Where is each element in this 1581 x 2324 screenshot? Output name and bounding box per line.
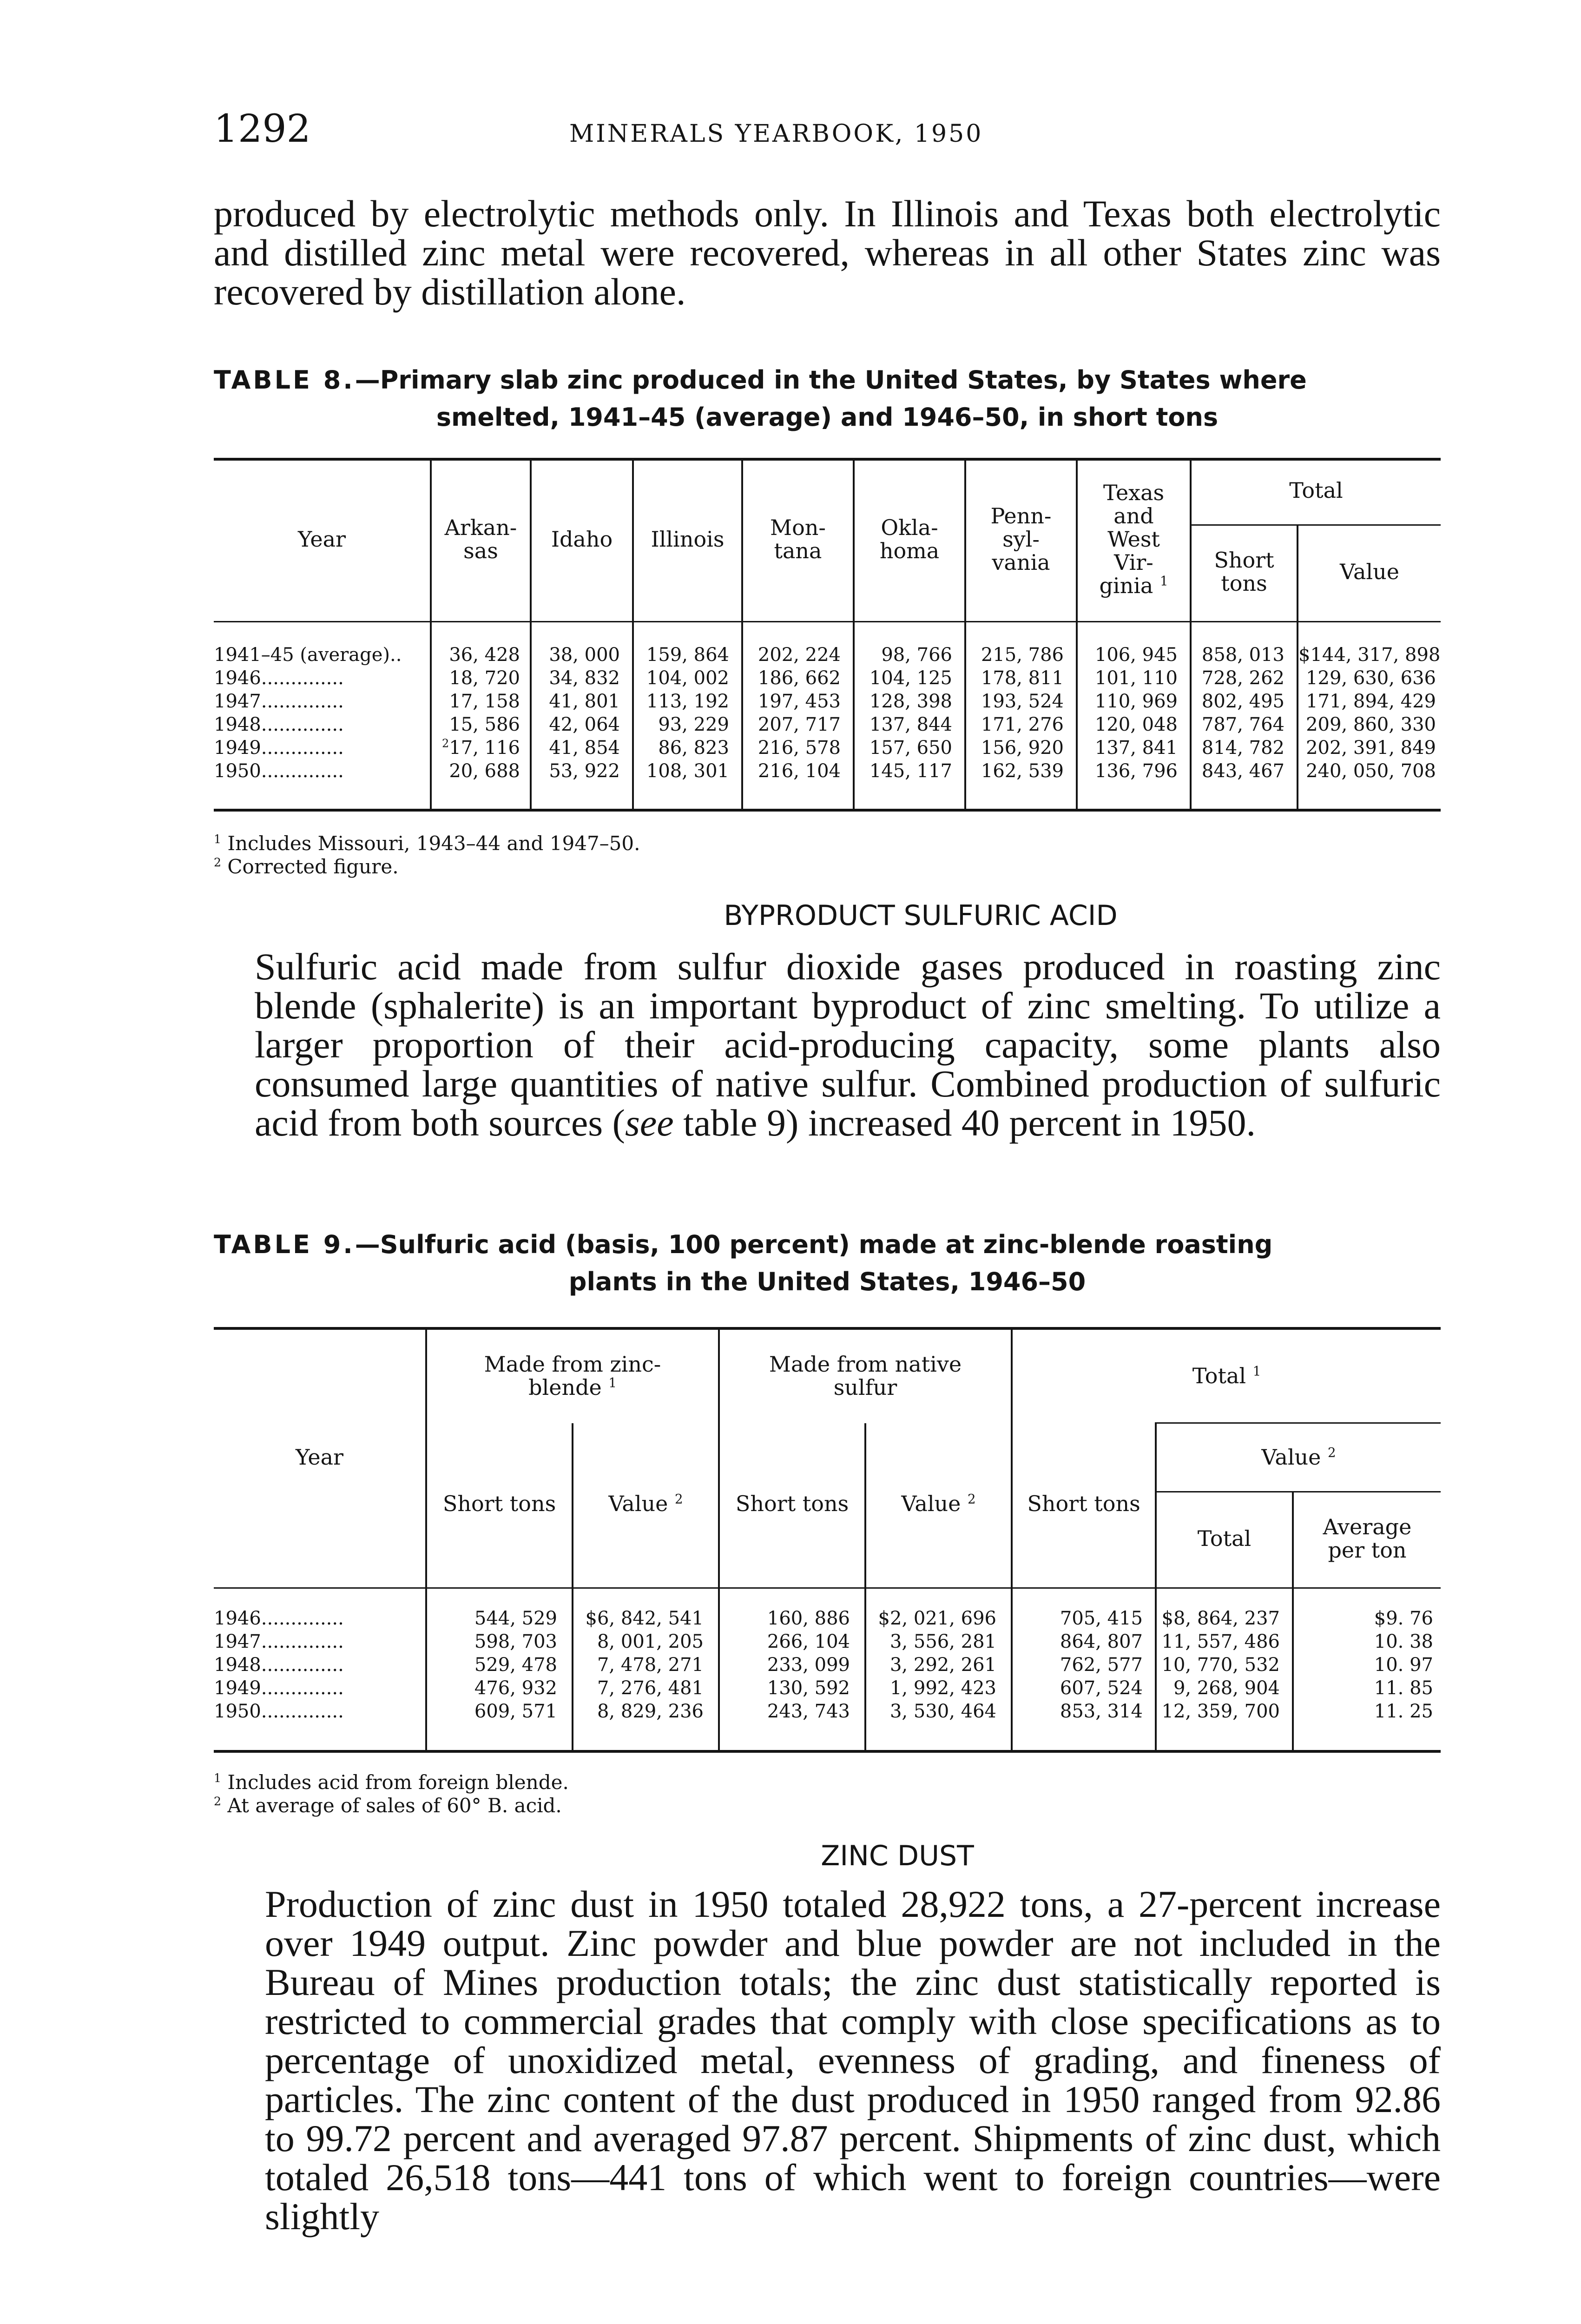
table8-texas-wv: 137, 841 bbox=[1094, 737, 1178, 759]
header-line: syl- bbox=[1002, 527, 1040, 552]
table9-ns-value: 3, 530, 464 bbox=[889, 1701, 996, 1722]
table9-total-tons: 762, 577 bbox=[1060, 1654, 1143, 1676]
table9-header-zinc-blende bbox=[427, 1353, 718, 1399]
paragraph-text: Sulfuric acid made from sulfur dioxide gases produced in roasting zinc blende (sphalerite) is an important byproduct of zinc smelting. To utilize a larger proportion of their acid-producing capacity, some plants also consumed large quantities of native sulfur. Combined production of sulfuric acid from both sources ( bbox=[255, 945, 1441, 1144]
table9-average: $9. 76 bbox=[1374, 1608, 1433, 1629]
table9-zb-value: 8, 829, 236 bbox=[597, 1701, 704, 1722]
header-line: Made from zinc- bbox=[484, 1352, 661, 1377]
table8-caption-line1: —Primary slab zinc produced in the United States, by States where bbox=[355, 365, 1307, 395]
table9-total-value: 12, 359, 700 bbox=[1161, 1701, 1280, 1722]
header-line: tons bbox=[1221, 571, 1267, 596]
table8-bottom-rule bbox=[214, 809, 1441, 812]
table9-zb-tons: 476, 932 bbox=[474, 1677, 557, 1699]
table9-header-year: Year bbox=[295, 1445, 343, 1470]
table8-year: 1950.............. bbox=[214, 760, 344, 782]
table8-oklahoma: 157, 650 bbox=[869, 737, 952, 759]
table9-ns-value: 3, 292, 261 bbox=[889, 1654, 996, 1676]
table8-header-idaho: Idaho bbox=[551, 527, 613, 552]
table9-zb-value: 8, 001, 205 bbox=[597, 1631, 704, 1652]
zinc-dust-paragraph bbox=[265, 1885, 1441, 2236]
table9-caption bbox=[214, 1226, 1441, 1301]
table8-idaho: 38, 000 bbox=[549, 644, 620, 666]
table9-total-subrule bbox=[1155, 1422, 1441, 1424]
table9-total-value: 10, 770, 532 bbox=[1161, 1654, 1280, 1676]
table8-montana: 216, 104 bbox=[758, 760, 841, 782]
table8-montana: 186, 662 bbox=[758, 667, 841, 689]
header-line: per ton bbox=[1328, 1538, 1407, 1563]
table8-top-rule bbox=[214, 458, 1441, 461]
footnote-mark: 2 bbox=[214, 856, 222, 869]
header-line bbox=[427, 1376, 718, 1399]
table8-header-oklahoma bbox=[855, 516, 964, 562]
table8-caption-label: TABLE 8. bbox=[214, 365, 355, 395]
header-line: Okla- bbox=[881, 515, 938, 540]
table9-average: 11. 25 bbox=[1374, 1701, 1433, 1722]
footnote-mark: 2 bbox=[1328, 1445, 1336, 1460]
page-number: 1292 bbox=[214, 107, 311, 151]
table9-caption-line1: —Sulfuric acid (basis, 100 percent) made at zinc-blende roasting bbox=[355, 1230, 1273, 1259]
table8-texas-wv: 101, 110 bbox=[1094, 667, 1178, 689]
table8-header-rule bbox=[214, 621, 1441, 622]
table9-header-zb-short-tons: Short tons bbox=[442, 1491, 556, 1516]
table8-oklahoma: 137, 844 bbox=[869, 714, 952, 735]
table9-header-value-group bbox=[1157, 1446, 1441, 1469]
table9-year: 1949.............. bbox=[214, 1677, 344, 1699]
table9-zb-value: 7, 478, 271 bbox=[597, 1654, 704, 1676]
table8-header-texas-wv bbox=[1078, 481, 1190, 597]
header-line: Average bbox=[1323, 1514, 1412, 1539]
table9-total-tons: 607, 524 bbox=[1060, 1677, 1143, 1699]
table9-average: 11. 85 bbox=[1374, 1677, 1433, 1699]
section-heading-byproduct-sulfuric-acid: BYPRODUCT SULFURIC ACID bbox=[724, 899, 1118, 932]
section-heading-zinc-dust: ZINC DUST bbox=[821, 1840, 974, 1872]
table8-texas-wv: 106, 945 bbox=[1094, 644, 1178, 666]
table8-caption-line2: smelted, 1941–45 (average) and 1946–50, in short tons bbox=[436, 403, 1219, 432]
table9-total-tons: 853, 314 bbox=[1060, 1701, 1143, 1722]
paragraph-text: table 9) increased 40 percent in 1950. bbox=[673, 1102, 1256, 1144]
table8-year: 1948.............. bbox=[214, 714, 344, 735]
table8-montana: 216, 578 bbox=[758, 737, 841, 759]
table8-year: 1947.............. bbox=[214, 691, 344, 712]
header-line: and bbox=[1113, 503, 1154, 528]
table8-header-illinois: Illinois bbox=[651, 527, 725, 552]
table8-header-year: Year bbox=[297, 527, 346, 552]
table8-oklahoma: 98, 766 bbox=[881, 644, 952, 666]
table9-zb-tons: 598, 703 bbox=[474, 1631, 557, 1652]
table9-zb-tons: 529, 478 bbox=[474, 1654, 557, 1676]
table9-total-tons: 864, 807 bbox=[1060, 1631, 1143, 1652]
table9-header-native-sulfur bbox=[720, 1353, 1011, 1399]
table8-short-tons: 787, 764 bbox=[1201, 714, 1285, 735]
table8-illinois: 159, 864 bbox=[646, 644, 729, 666]
footnote-mark: 1 bbox=[1252, 1363, 1261, 1379]
table8-pennsylvania: 156, 920 bbox=[981, 737, 1064, 759]
table9-header-rule bbox=[214, 1587, 1441, 1589]
table8-year: 1941–45 (average).. bbox=[214, 644, 402, 666]
table8-header-arkansas bbox=[432, 516, 530, 562]
header-line bbox=[1078, 574, 1190, 597]
table9-zb-tons: 609, 571 bbox=[474, 1701, 557, 1722]
table9-header-ns-short-tons: Short tons bbox=[735, 1491, 849, 1516]
table8-pennsylvania: 171, 276 bbox=[981, 714, 1064, 735]
table8-footnote-1 bbox=[214, 832, 640, 855]
table8-year: 1946.............. bbox=[214, 667, 344, 689]
header-line: tana bbox=[774, 538, 822, 563]
table9-year: 1946.............. bbox=[214, 1608, 344, 1629]
table8-value: $144, 317, 898 bbox=[1298, 644, 1441, 666]
footnote-mark: 2 bbox=[968, 1491, 976, 1507]
intro-paragraph bbox=[214, 194, 1441, 311]
table8-value: 129, 630, 636 bbox=[1306, 667, 1436, 689]
footnote-mark: 2 bbox=[214, 1795, 222, 1808]
table8-header-short-tons bbox=[1192, 548, 1297, 595]
table8-arkansas: 17, 158 bbox=[449, 691, 520, 712]
sulfuric-acid-paragraph bbox=[255, 947, 1441, 1142]
table9-footnote-1 bbox=[214, 1771, 569, 1794]
table8-arkansas: 20, 688 bbox=[449, 760, 520, 782]
table9-ns-value: 3, 556, 281 bbox=[889, 1631, 996, 1652]
table8-texas-wv: 110, 969 bbox=[1094, 691, 1178, 712]
table9-ns-tons: 266, 104 bbox=[767, 1631, 850, 1652]
table9-ns-tons: 160, 886 bbox=[767, 1608, 850, 1629]
header-line: homa bbox=[879, 538, 940, 563]
table8-oklahoma: 145, 117 bbox=[869, 760, 952, 782]
table9-header-total bbox=[1013, 1364, 1441, 1387]
table8-illinois: 104, 002 bbox=[646, 667, 729, 689]
table8-texas-wv: 120, 048 bbox=[1094, 714, 1178, 735]
table8-value: 209, 860, 330 bbox=[1306, 714, 1436, 735]
table9-caption-label: TABLE 9. bbox=[214, 1230, 355, 1259]
table9-header-ns-value bbox=[866, 1492, 1011, 1515]
table8-montana: 207, 717 bbox=[758, 714, 841, 735]
table8-montana: 197, 453 bbox=[758, 691, 841, 712]
table9-top-rule bbox=[214, 1327, 1441, 1330]
footnote-mark: 2 bbox=[675, 1491, 683, 1507]
header-line: West bbox=[1107, 527, 1160, 552]
header-line: Mon- bbox=[770, 515, 826, 540]
table8-pennsylvania: 162, 539 bbox=[981, 760, 1064, 782]
table8-illinois: 93, 229 bbox=[658, 714, 729, 735]
table8-idaho: 41, 854 bbox=[549, 737, 620, 759]
table8-short-tons: 728, 262 bbox=[1201, 667, 1285, 689]
table8-idaho: 41, 801 bbox=[549, 691, 620, 712]
table9-total-tons: 705, 415 bbox=[1060, 1608, 1143, 1629]
footnote-mark: 1 bbox=[608, 1375, 617, 1391]
table9-caption-line2: plants in the United States, 1946–50 bbox=[568, 1267, 1086, 1296]
table8-montana: 202, 224 bbox=[758, 644, 841, 666]
table9-header-total-short-tons: Short tons bbox=[1027, 1491, 1140, 1516]
footnote-text: Includes Missouri, 1943–44 and 1947–50. bbox=[227, 832, 640, 855]
running-title: MINERALS YEARBOOK, 1950 bbox=[569, 120, 983, 148]
header-text: blende bbox=[528, 1375, 602, 1400]
table8-footnote-2 bbox=[214, 855, 399, 878]
table9-year: 1947.............. bbox=[214, 1631, 344, 1652]
table8-illinois: 108, 301 bbox=[646, 760, 729, 782]
table9-total-value: $8, 864, 237 bbox=[1161, 1608, 1280, 1629]
header-text: ginia bbox=[1099, 573, 1153, 598]
table9-header-zb-value bbox=[573, 1492, 718, 1515]
footnote-text: Includes acid from foreign blende. bbox=[227, 1771, 569, 1794]
table8-arkansas: 15, 586 bbox=[449, 714, 520, 735]
table8-value: 240, 050, 708 bbox=[1306, 760, 1436, 782]
header-line: Made from native bbox=[769, 1352, 962, 1377]
paragraph-emphasis: see bbox=[625, 1102, 674, 1144]
table9-ns-tons: 243, 743 bbox=[767, 1701, 850, 1722]
zinc-dust-paragraph-text: Production of zinc dust in 1950 totaled 28,922 tons, a 27-percent increase over 1949 output. Zinc powder and blue powder are not included in the Bureau of Mines production totals; the zinc dust statistically reported is restricted to commercial grades that comply with close specifications as to percentage of unoxidized metal, evenness of grading, and fineness of particles. The zinc content of the dust produced in 1950 ranged from 92.86 to 99.72 percent and averaged 97.87 percent. Shipments of zinc dust, which totaled 26,518 tons—441 tons of which went to foreign countries—were slightly bbox=[265, 1883, 1441, 2238]
table9-zb-value: $6, 842, 541 bbox=[585, 1608, 704, 1629]
table8-arkansas: 18, 720 bbox=[449, 667, 520, 689]
table8-pennsylvania: 193, 524 bbox=[981, 691, 1064, 712]
table8-header-value: Value bbox=[1340, 559, 1399, 584]
footnote-mark: 1 bbox=[214, 1771, 222, 1785]
table8-idaho: 34, 832 bbox=[549, 667, 620, 689]
table8-year: 1949.............. bbox=[214, 737, 344, 759]
table8-short-tons: 843, 467 bbox=[1201, 760, 1285, 782]
table9-average: 10. 38 bbox=[1374, 1631, 1433, 1652]
table9-ns-value: $2, 021, 696 bbox=[878, 1608, 996, 1629]
table8-header-montana bbox=[743, 516, 853, 562]
table9-year: 1950.............. bbox=[214, 1701, 344, 1722]
table9-value-subrule bbox=[1155, 1491, 1441, 1492]
table8-pennsylvania: 215, 786 bbox=[981, 644, 1064, 666]
sulfuric-acid-paragraph-text bbox=[255, 947, 1441, 1142]
table9-zb-tons: 544, 529 bbox=[474, 1608, 557, 1629]
header-line: Penn- bbox=[990, 503, 1052, 528]
table8-oklahoma: 128, 398 bbox=[869, 691, 952, 712]
table9-footnote-2 bbox=[214, 1794, 562, 1817]
header-line: Vir- bbox=[1114, 550, 1153, 575]
table8-oklahoma: 104, 125 bbox=[869, 667, 952, 689]
table8-caption bbox=[214, 362, 1441, 436]
header-line: sas bbox=[463, 538, 498, 563]
table9-bottom-rule bbox=[214, 1750, 1441, 1753]
table9-average: 10. 97 bbox=[1374, 1654, 1433, 1676]
footnote-mark: 1 bbox=[214, 832, 222, 846]
table8-short-tons: 858, 013 bbox=[1201, 644, 1285, 666]
header-line: Texas bbox=[1103, 480, 1165, 505]
table9-year: 1948.............. bbox=[214, 1654, 344, 1676]
table8-short-tons: 814, 782 bbox=[1201, 737, 1285, 759]
footnote-text: At average of sales of 60° B. acid. bbox=[227, 1794, 562, 1817]
table9-header-average-per-ton bbox=[1294, 1515, 1441, 1562]
header-line: sulfur bbox=[833, 1375, 897, 1400]
table8-idaho: 42, 064 bbox=[549, 714, 620, 735]
table8-idaho: 53, 922 bbox=[549, 760, 620, 782]
table9-ns-tons: 233, 099 bbox=[767, 1654, 850, 1676]
cell-value: 17, 116 bbox=[449, 737, 520, 759]
header-line: Arkan- bbox=[444, 515, 517, 540]
header-text: Value bbox=[1261, 1445, 1321, 1470]
table8-arkansas bbox=[432, 738, 520, 758]
table9-total-value: 11, 557, 486 bbox=[1161, 1631, 1280, 1652]
table8-short-tons: 802, 495 bbox=[1201, 691, 1285, 712]
header-text: Value bbox=[901, 1491, 961, 1516]
table9-zb-value: 7, 276, 481 bbox=[597, 1677, 704, 1699]
table8-header-total: Total bbox=[1289, 478, 1343, 503]
table8-texas-wv: 136, 796 bbox=[1094, 760, 1178, 782]
intro-paragraph-text: produced by electrolytic methods only. In Illinois and Texas both electrolytic and distilled zinc metal were recovered, whereas in all other States zinc was recovered by distillation alone. bbox=[214, 192, 1441, 313]
table8-illinois: 113, 192 bbox=[646, 691, 729, 712]
table8-value: 171, 894, 429 bbox=[1306, 691, 1436, 712]
table8-arkansas: 36, 428 bbox=[449, 644, 520, 666]
table9-ns-value: 1, 992, 423 bbox=[889, 1677, 996, 1699]
table8-value: 202, 391, 849 bbox=[1306, 737, 1436, 759]
table9-header-total-value: Total bbox=[1197, 1526, 1252, 1551]
footnote-text: Corrected figure. bbox=[227, 855, 399, 878]
header-line: Short bbox=[1214, 548, 1274, 573]
table9-total-value: 9, 268, 904 bbox=[1173, 1677, 1280, 1699]
header-text: Total bbox=[1192, 1363, 1246, 1388]
table9-ns-tons: 130, 592 bbox=[767, 1677, 850, 1699]
footnote-mark: 2 bbox=[442, 737, 449, 750]
table8-illinois: 86, 823 bbox=[658, 737, 729, 759]
header-text: Value bbox=[608, 1491, 668, 1516]
header-line: vania bbox=[992, 550, 1050, 575]
footnote-mark: 1 bbox=[1159, 573, 1168, 589]
table8-pennsylvania: 178, 811 bbox=[981, 667, 1064, 689]
table8-total-subrule bbox=[1190, 524, 1441, 526]
table8-header-pennsylvania bbox=[966, 504, 1076, 574]
